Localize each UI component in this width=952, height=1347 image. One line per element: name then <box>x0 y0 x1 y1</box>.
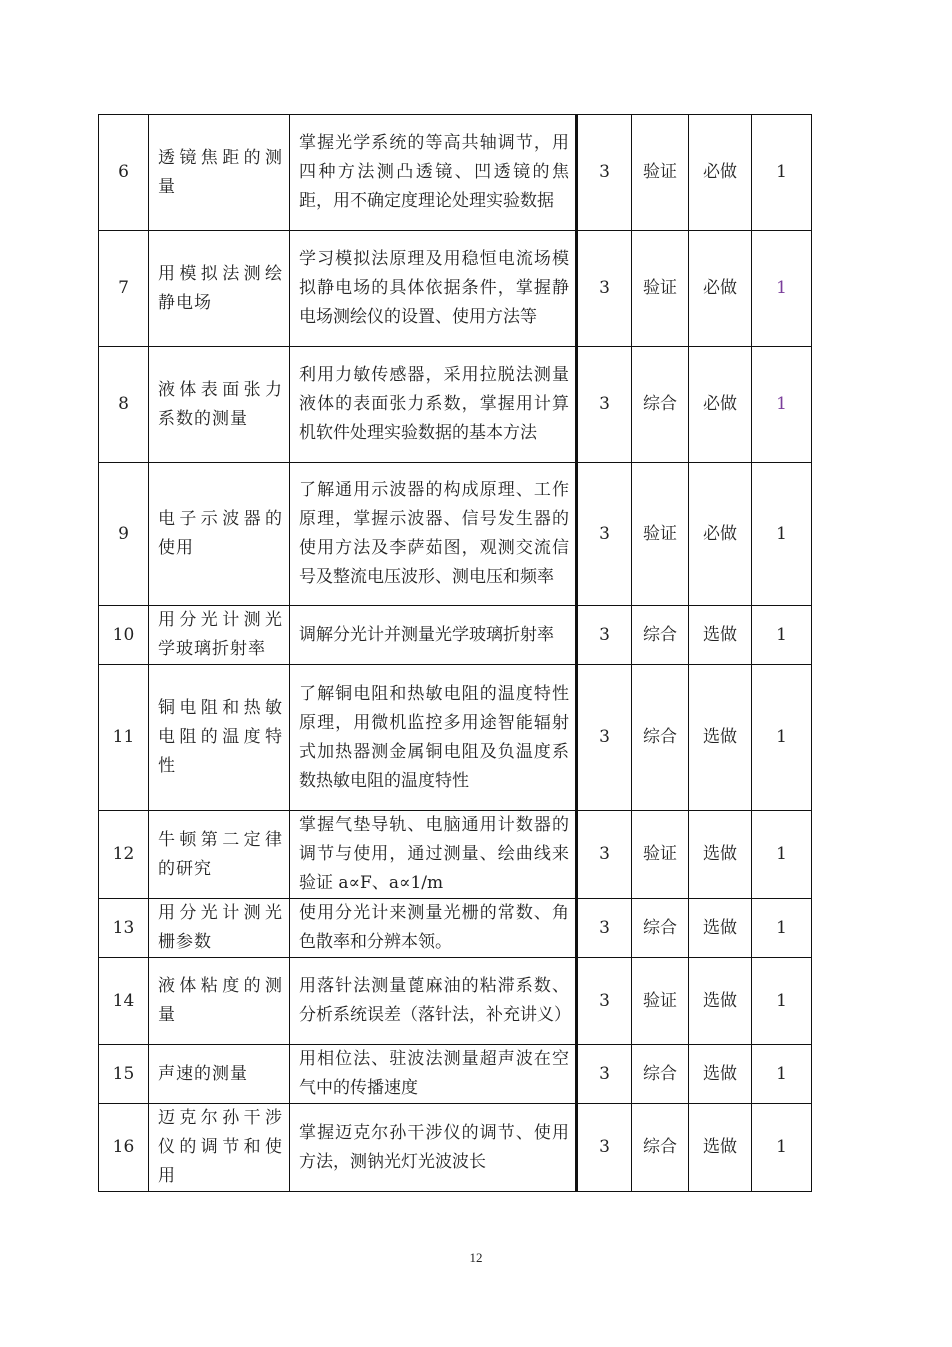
table-row <box>99 665 812 811</box>
type-cell: 综合 <box>632 1104 689 1192</box>
group-count-cell: 1 <box>752 811 812 899</box>
requirement-cell: 选做 <box>689 1045 752 1104</box>
experiment-name: 声速的测量 <box>149 1045 290 1104</box>
group-count-cell: 1 <box>752 115 812 231</box>
group-count-cell: 1 <box>752 463 812 606</box>
row-number: 12 <box>99 811 149 899</box>
group-count-cell: 1 <box>752 606 812 665</box>
group-count-cell: 1 <box>752 347 812 463</box>
type-cell: 验证 <box>632 811 689 899</box>
row-number: 6 <box>99 115 149 231</box>
hours-cell: 3 <box>577 665 632 811</box>
experiment-description: 利用力敏传感器，采用拉脱法测量液体的表面张力系数，掌握用计算机软件处理实验数据的基本方法 <box>290 347 577 463</box>
experiment-name: 牛顿第二定律的研究 <box>149 811 290 899</box>
type-cell: 综合 <box>632 347 689 463</box>
group-count-cell: 1 <box>752 231 812 347</box>
requirement-cell: 必做 <box>689 115 752 231</box>
table-row <box>99 347 812 463</box>
experiment-name: 电子示波器的使用 <box>149 463 290 606</box>
group-count-cell: 1 <box>752 899 812 958</box>
hours-cell: 3 <box>577 606 632 665</box>
type-cell: 验证 <box>632 958 689 1045</box>
row-number: 11 <box>99 665 149 811</box>
table-row <box>99 115 812 231</box>
hours-cell: 3 <box>577 463 632 606</box>
experiment-description: 用相位法、驻波法测量超声波在空气中的传播速度 <box>290 1045 577 1104</box>
experiment-description: 用落针法测量蓖麻油的粘滞系数、分析系统误差（落针法，补充讲义） <box>290 958 577 1045</box>
table-row <box>99 811 812 899</box>
experiment-description: 了解通用示波器的构成原理、工作原理，掌握示波器、信号发生器的使用方法及李萨茹图，观测交流信号及整流电压波形、测电压和频率 <box>290 463 577 606</box>
experiment-description: 掌握迈克尔孙干涉仪的调节、使用方法，测钠光灯光波波长 <box>290 1104 577 1192</box>
hours-cell: 3 <box>577 958 632 1045</box>
row-number: 10 <box>99 606 149 665</box>
type-cell: 验证 <box>632 115 689 231</box>
experiment-description: 调解分光计并测量光学玻璃折射率 <box>290 606 577 665</box>
type-cell: 综合 <box>632 1045 689 1104</box>
page-number: 12 <box>469 1250 483 1265</box>
row-number: 16 <box>99 1104 149 1192</box>
table-row <box>99 231 812 347</box>
requirement-cell: 选做 <box>689 958 752 1045</box>
requirement-cell: 必做 <box>689 347 752 463</box>
row-number: 13 <box>99 899 149 958</box>
experiment-name: 用分光计测光学玻璃折射率 <box>149 606 290 665</box>
experiment-name: 用分光计测光栅参数 <box>149 899 290 958</box>
experiment-name: 液体粘度的测量 <box>149 958 290 1045</box>
requirement-cell: 选做 <box>689 899 752 958</box>
type-cell: 综合 <box>632 606 689 665</box>
table-row <box>99 958 812 1045</box>
hours-cell: 3 <box>577 899 632 958</box>
requirement-cell: 必做 <box>689 463 752 606</box>
experiment-description: 使用分光计来测量光栅的常数、角色散率和分辨本领。 <box>290 899 577 958</box>
requirement-cell: 选做 <box>689 606 752 665</box>
requirement-cell: 选做 <box>689 811 752 899</box>
hours-cell: 3 <box>577 1104 632 1192</box>
experiment-name: 迈克尔孙干涉仪的调节和使用 <box>149 1104 290 1192</box>
group-count-cell: 1 <box>752 958 812 1045</box>
experiment-description: 学习模拟法原理及用稳恒电流场模拟静电场的具体依据条件，掌握静电场测绘仪的设置、使用方法等 <box>290 231 577 347</box>
table-row <box>99 606 812 665</box>
requirement-cell: 选做 <box>689 1104 752 1192</box>
row-number: 9 <box>99 463 149 606</box>
experiment-description: 掌握光学系统的等高共轴调节，用四种方法测凸透镜、凹透镜的焦距，用不确定度理论处理实验数据 <box>290 115 577 231</box>
row-number: 8 <box>99 347 149 463</box>
experiment-name: 用模拟法测绘静电场 <box>149 231 290 347</box>
hours-cell: 3 <box>577 1045 632 1104</box>
experiment-name: 液体表面张力系数的测量 <box>149 347 290 463</box>
experiment-name: 透镜焦距的测量 <box>149 115 290 231</box>
hours-cell: 3 <box>577 231 632 347</box>
row-number: 15 <box>99 1045 149 1104</box>
group-count-cell: 1 <box>752 1045 812 1104</box>
type-cell: 验证 <box>632 463 689 606</box>
table-row <box>99 1045 812 1104</box>
table-row <box>99 463 812 606</box>
hours-cell: 3 <box>577 811 632 899</box>
table-row <box>99 899 812 958</box>
experiment-description: 了解铜电阻和热敏电阻的温度特性原理，用微机监控多用途智能辐射式加热器测金属铜电阻及负温度系数热敏电阻的温度特性 <box>290 665 577 811</box>
hours-cell: 3 <box>577 347 632 463</box>
row-number: 14 <box>99 958 149 1045</box>
group-count-cell: 1 <box>752 665 812 811</box>
group-count-cell: 1 <box>752 1104 812 1192</box>
table-body <box>99 115 812 1192</box>
requirement-cell: 选做 <box>689 665 752 811</box>
requirement-cell: 必做 <box>689 231 752 347</box>
type-cell: 验证 <box>632 231 689 347</box>
hours-cell: 3 <box>577 115 632 231</box>
experiment-name: 铜电阻和热敏电阻的温度特性 <box>149 665 290 811</box>
row-number: 7 <box>99 231 149 347</box>
type-cell: 综合 <box>632 899 689 958</box>
experiment-description: 掌握气垫导轨、电脑通用计数器的调节与使用，通过测量、绘曲线来验证 a∝F、a∝1/m <box>290 811 577 899</box>
type-cell: 综合 <box>632 665 689 811</box>
experiment-table <box>98 114 812 1192</box>
table-row <box>99 1104 812 1192</box>
